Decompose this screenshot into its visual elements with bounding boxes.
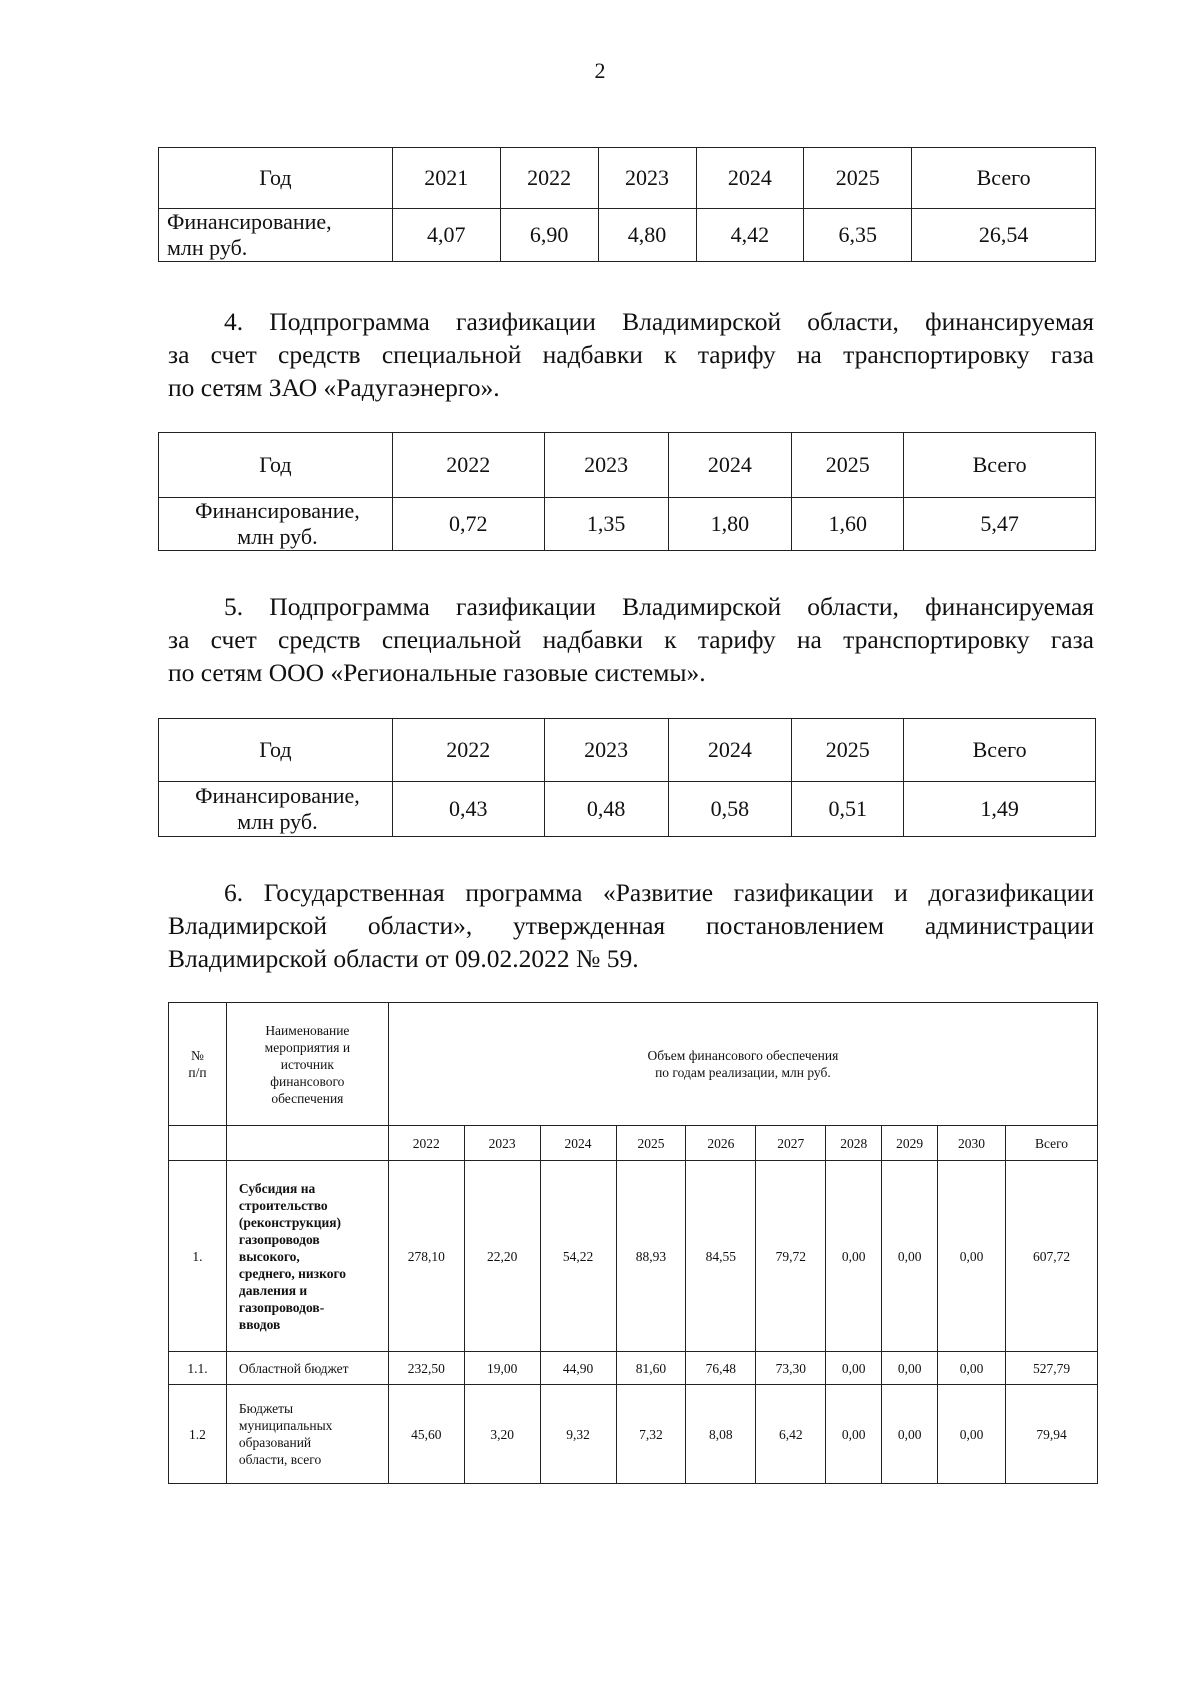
empty-cell (226, 1126, 388, 1161)
row-num: 1.2 (169, 1385, 227, 1484)
year-cell: 2023 (464, 1126, 540, 1161)
name-line: строительство (238, 1197, 328, 1213)
header-line: Наименование (265, 1022, 350, 1038)
value-cell: 0,00 (882, 1161, 938, 1352)
value-cell: 19,00 (464, 1352, 540, 1385)
row-num: 1.1. (169, 1352, 227, 1385)
value-cell: 0,00 (826, 1385, 882, 1484)
paragraph-line: за счет средств специальной надбавки к тарифу на транспортировку газа (168, 340, 1094, 369)
year-cell: 2023 (544, 719, 668, 782)
name-line: области, всего (238, 1452, 322, 1467)
value-cell: 54,22 (540, 1161, 616, 1352)
value-cell: 4,80 (598, 209, 696, 262)
value-cell: 6,42 (756, 1385, 826, 1484)
funding-table-2 (158, 432, 1096, 551)
value-cell: 0,00 (826, 1352, 882, 1385)
name-line: Бюджеты (238, 1401, 294, 1416)
name-line: газопроводов- (238, 1299, 325, 1315)
value-cell: 88,93 (616, 1161, 686, 1352)
funding-row-label (159, 782, 393, 837)
year-cell: 2024 (540, 1126, 616, 1161)
paragraph-line: по сетям ООО «Региональные газовые системы». (168, 658, 706, 687)
year-cell: 2027 (756, 1126, 826, 1161)
value-cell: 4,07 (392, 209, 500, 262)
value-cell: 76,48 (686, 1352, 756, 1385)
total-cell: 527,79 (1006, 1352, 1098, 1385)
name-line: среднего, низкого (238, 1265, 347, 1281)
year-cell: 2022 (392, 433, 544, 498)
row-name (226, 1385, 388, 1484)
value-cell: 22,20 (464, 1161, 540, 1352)
label-line: млн руб. (237, 524, 318, 549)
paragraph-line: 4. Подпрограмма газификации Владимирской области, финансируемая (224, 307, 1094, 336)
label-line: млн руб. (167, 235, 248, 260)
value-cell: 0,00 (938, 1352, 1006, 1385)
value-cell: 232,50 (388, 1352, 464, 1385)
name-line: вводов (238, 1316, 281, 1332)
value-cell: 81,60 (616, 1352, 686, 1385)
funding-table-3 (158, 718, 1096, 837)
value-cell: 278,10 (388, 1161, 464, 1352)
value-cell: 79,72 (756, 1161, 826, 1352)
table-row (169, 1352, 1098, 1385)
total-header: Всего (904, 433, 1096, 498)
value-cell: 0,00 (826, 1161, 882, 1352)
paragraph-line: по сетям ЗАО «Радугаэнерго». (168, 373, 500, 402)
section-6-paragraph (168, 876, 1094, 975)
total-cell: 79,94 (1006, 1385, 1098, 1484)
value-cell: 7,32 (616, 1385, 686, 1484)
funding-row-label (159, 498, 393, 551)
total-cell: 5,47 (904, 498, 1096, 551)
name-line: газопроводов (238, 1231, 320, 1247)
value-cell: 9,32 (540, 1385, 616, 1484)
value-cell: 8,08 (686, 1385, 756, 1484)
paragraph-line: 5. Подпрограмма газификации Владимирской области, финансируемая (224, 592, 1094, 621)
value-cell: 0,58 (668, 782, 792, 837)
value-cell: 1,35 (544, 498, 668, 551)
year-cell: 2029 (882, 1126, 938, 1161)
paragraph-line: Владимирской области от 09.02.2022 № 59. (168, 944, 639, 973)
total-header: Всего (1006, 1126, 1098, 1161)
total-cell: 607,72 (1006, 1161, 1098, 1352)
paragraph-line: Владимирской области», утвержденная постановлением администрации (168, 911, 1094, 940)
value-cell: 3,20 (464, 1385, 540, 1484)
page-number: 2 (594, 58, 606, 83)
value-cell: 0,00 (882, 1385, 938, 1484)
value-cell: 0,48 (544, 782, 668, 837)
value-cell: 0,43 (392, 782, 544, 837)
value-cell: 1,60 (792, 498, 904, 551)
funding-row-label (159, 209, 393, 262)
row-name (226, 1352, 388, 1385)
year-cell: 2028 (826, 1126, 882, 1161)
row-num: 1. (169, 1161, 227, 1352)
year-cell: 2023 (544, 433, 668, 498)
year-cell: 2022 (388, 1126, 464, 1161)
paragraph-line: за счет средств специальной надбавки к тарифу на транспортировку газа (168, 625, 1094, 654)
value-cell: 0,51 (792, 782, 904, 837)
label-line: Финансирование, (195, 498, 360, 523)
total-cell: 1,49 (904, 782, 1096, 837)
table-row (169, 1385, 1098, 1484)
value-cell: 0,72 (392, 498, 544, 551)
name-line: муниципальных (238, 1418, 333, 1433)
year-cell: 2030 (938, 1126, 1006, 1161)
header-line: финансового (270, 1073, 345, 1089)
label-line: Финансирование, (167, 209, 332, 234)
year-cell: 2025 (616, 1126, 686, 1161)
year-cell: 2022 (500, 148, 598, 209)
header-year-label: Год (159, 433, 393, 498)
row-name (226, 1161, 388, 1352)
total-header: Всего (904, 719, 1096, 782)
header-line: источник (280, 1056, 334, 1072)
name-header (226, 1003, 388, 1126)
year-cell: 2021 (392, 148, 500, 209)
value-cell: 44,90 (540, 1352, 616, 1385)
value-cell: 0,00 (938, 1161, 1006, 1352)
value-cell: 6,90 (500, 209, 598, 262)
value-cell: 84,55 (686, 1161, 756, 1352)
year-cell: 2025 (792, 433, 904, 498)
header-line: обеспечения (271, 1090, 344, 1106)
section-4-paragraph (168, 305, 1094, 404)
header-line: Объем финансового обеспечения (647, 1048, 839, 1063)
name-line: Областной бюджет (238, 1360, 349, 1376)
table-row (169, 1161, 1098, 1352)
name-line: (реконструкция) (238, 1214, 342, 1230)
funding-table-1 (158, 147, 1096, 262)
name-line: высокого, (238, 1248, 300, 1264)
paragraph-line: 6. Государственная программа «Развитие газификации и догазификации (224, 878, 1094, 907)
year-cell: 2024 (696, 148, 804, 209)
volume-header (388, 1003, 1097, 1126)
name-line: Субсидия на (238, 1180, 316, 1196)
year-cell: 2024 (668, 433, 792, 498)
num-header (169, 1003, 227, 1126)
header-year-label: Год (159, 719, 393, 782)
value-cell: 0,00 (882, 1352, 938, 1385)
section-5-paragraph (168, 590, 1094, 689)
total-cell: 26,54 (912, 209, 1096, 262)
value-cell: 4,42 (696, 209, 804, 262)
year-cell: 2025 (804, 148, 912, 209)
year-cell: 2024 (668, 719, 792, 782)
header-line: мероприятия и (264, 1039, 351, 1055)
header-line: № (191, 1048, 204, 1063)
empty-cell (169, 1126, 227, 1161)
value-cell: 73,30 (756, 1352, 826, 1385)
value-cell: 45,60 (388, 1385, 464, 1484)
value-cell: 1,80 (668, 498, 792, 551)
year-cell: 2023 (598, 148, 696, 209)
year-cell: 2022 (392, 719, 544, 782)
year-cell: 2026 (686, 1126, 756, 1161)
label-line: млн руб. (237, 809, 318, 834)
program-funding-table (168, 1002, 1098, 1484)
value-cell: 0,00 (938, 1385, 1006, 1484)
name-line: образований (238, 1435, 312, 1450)
value-cell: 6,35 (804, 209, 912, 262)
year-cell: 2025 (792, 719, 904, 782)
header-year-label: Год (159, 148, 393, 209)
total-header: Всего (912, 148, 1096, 209)
header-line: п/п (188, 1065, 207, 1080)
label-line: Финансирование, (195, 783, 360, 808)
header-line: по годам реализации, млн руб. (655, 1065, 831, 1080)
name-line: давления и (238, 1282, 308, 1298)
